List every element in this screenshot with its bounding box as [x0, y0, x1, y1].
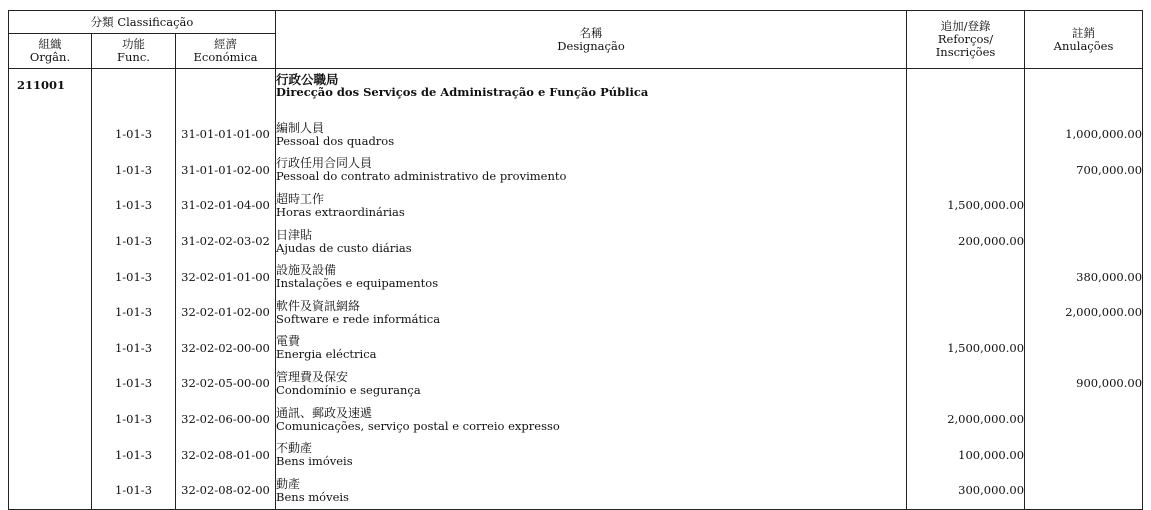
anulacoes-amount	[1025, 437, 1143, 473]
func-code: 1-01-3	[92, 473, 176, 509]
econ-code: 32-02-08-02-00	[176, 473, 276, 509]
anulacoes-header-pt: Anulações	[1053, 38, 1114, 53]
reforcos-amount	[907, 259, 1025, 295]
designation-pt: Condomínio e segurança	[276, 382, 421, 397]
table-row	[9, 117, 1143, 153]
designation-header	[276, 11, 907, 69]
designation-pt: Bens móveis	[276, 489, 349, 504]
designation-cell	[276, 402, 907, 438]
table-row	[9, 259, 1143, 295]
reforcos-amount: 300,000.00	[907, 473, 1025, 509]
econ-code: 32-02-06-00-00	[176, 402, 276, 438]
designation-zh: 軟件及資訊網絡	[276, 298, 361, 313]
department-econ-cell	[176, 69, 276, 118]
organ-cell	[9, 259, 92, 295]
econ-header	[176, 34, 276, 69]
organ-cell	[9, 437, 92, 473]
designation-header-pt: Designação	[557, 38, 625, 53]
department-func-cell	[92, 69, 176, 118]
table-row	[9, 473, 1143, 509]
table-row	[9, 437, 1143, 473]
designation-header-zh: 名稱	[579, 25, 603, 40]
anulacoes-amount: 700,000.00	[1025, 153, 1143, 189]
designation-zh: 動產	[276, 476, 301, 491]
func-header-pt: Func.	[117, 50, 150, 64]
reforcos-amount: 1,500,000.00	[907, 188, 1025, 224]
designation-pt: Bens imóveis	[276, 454, 353, 469]
budget-page	[8, 10, 1142, 510]
table-row	[9, 153, 1143, 189]
designation-pt: Ajudas de custo diárias	[276, 240, 412, 255]
econ-code: 32-02-02-00-00	[176, 331, 276, 367]
reforcos-amount: 2,000,000.00	[907, 402, 1025, 438]
func-code: 1-01-3	[92, 117, 176, 153]
designation-pt: Pessoal dos quadros	[276, 133, 395, 148]
designation-zh: 編制人員	[276, 120, 325, 135]
table-row	[9, 331, 1143, 367]
organ-header-pt: Orgân.	[29, 50, 71, 64]
designation-cell	[276, 295, 907, 331]
designation-zh: 日津貼	[276, 227, 313, 242]
organ-cell	[9, 402, 92, 438]
designation-cell	[276, 224, 907, 260]
econ-code: 32-02-08-01-00	[176, 437, 276, 473]
classification-header: 分類 Classificação	[9, 11, 276, 34]
designation-pt: Energia eléctrica	[276, 347, 377, 362]
anulacoes-amount: 380,000.00	[1025, 259, 1143, 295]
reforcos-amount	[907, 117, 1025, 153]
designation-cell	[276, 153, 907, 189]
table-row	[9, 295, 1143, 331]
table-body	[9, 69, 1143, 510]
func-header-zh: 功能	[122, 37, 145, 51]
designation-pt: Software e rede informática	[276, 311, 441, 326]
table-row	[9, 188, 1143, 224]
reforcos-header-pt: Reforços/ Inscrições	[935, 32, 996, 59]
department-anulacoes-cell	[1025, 69, 1143, 118]
organ-code: 211001	[9, 69, 92, 118]
econ-header-pt: Económica	[193, 50, 258, 64]
reforcos-amount	[907, 153, 1025, 189]
table-row	[9, 366, 1143, 402]
econ-code: 32-02-05-00-00	[176, 366, 276, 402]
econ-code: 32-02-01-02-00	[176, 295, 276, 331]
designation-cell	[276, 117, 907, 153]
reforcos-amount: 1,500,000.00	[907, 331, 1025, 367]
organ-cell	[9, 473, 92, 509]
department-reforcos-cell	[907, 69, 1025, 118]
department-row	[9, 69, 1143, 118]
func-code: 1-01-3	[92, 437, 176, 473]
econ-code: 31-01-01-02-00	[176, 153, 276, 189]
anulacoes-header-zh: 註銷	[1072, 25, 1096, 40]
designation-zh: 超時工作	[276, 191, 325, 206]
table-row	[9, 402, 1143, 438]
designation-cell	[276, 259, 907, 295]
designation-zh: 設施及設備	[276, 263, 337, 278]
func-code: 1-01-3	[92, 188, 176, 224]
reforcos-amount: 200,000.00	[907, 224, 1025, 260]
anulacoes-amount	[1025, 224, 1143, 260]
budget-table	[8, 10, 1143, 510]
organ-cell	[9, 117, 92, 153]
designation-zh: 行政任用合同人員	[276, 156, 373, 171]
designation-pt: Pessoal do contrato administrativo de provimento	[276, 169, 567, 184]
organ-cell	[9, 331, 92, 367]
designation-pt: Instalações e equipamentos	[276, 276, 439, 291]
func-code: 1-01-3	[92, 295, 176, 331]
func-code: 1-01-3	[92, 224, 176, 260]
anulacoes-amount: 900,000.00	[1025, 366, 1143, 402]
func-code: 1-01-3	[92, 331, 176, 367]
econ-code: 31-02-02-03-02	[176, 224, 276, 260]
organ-cell	[9, 153, 92, 189]
designation-zh: 不動產	[276, 441, 313, 456]
anulacoes-amount	[1025, 188, 1143, 224]
department-name-zh: 行政公職局	[276, 72, 339, 87]
designation-cell	[276, 331, 907, 367]
designation-zh: 管理費及保安	[276, 369, 349, 384]
department-name	[276, 69, 907, 118]
reforcos-amount	[907, 366, 1025, 402]
organ-cell	[9, 295, 92, 331]
organ-header-zh: 組織	[38, 37, 62, 51]
anulacoes-amount: 1,000,000.00	[1025, 117, 1143, 153]
reforcos-amount	[907, 295, 1025, 331]
designation-zh: 電費	[276, 334, 301, 349]
designation-cell	[276, 437, 907, 473]
func-code: 1-01-3	[92, 402, 176, 438]
func-code: 1-01-3	[92, 259, 176, 295]
organ-cell	[9, 366, 92, 402]
econ-code: 31-01-01-01-00	[176, 117, 276, 153]
anulacoes-amount: 2,000,000.00	[1025, 295, 1143, 331]
reforcos-amount: 100,000.00	[907, 437, 1025, 473]
anulacoes-amount	[1025, 473, 1143, 509]
designation-pt: Comunicações, serviço postal e correio expresso	[276, 418, 560, 433]
designation-cell	[276, 473, 907, 509]
organ-cell	[9, 224, 92, 260]
designation-zh: 通訊、郵政及速遞	[276, 405, 373, 420]
func-code: 1-01-3	[92, 366, 176, 402]
designation-cell	[276, 188, 907, 224]
func-header	[92, 34, 176, 69]
func-code: 1-01-3	[92, 153, 176, 189]
reforcos-header	[907, 11, 1025, 69]
table-header	[9, 11, 1143, 69]
anulacoes-header	[1025, 11, 1143, 69]
designation-pt: Horas extraordinárias	[276, 204, 405, 219]
organ-header	[9, 34, 92, 69]
designation-cell	[276, 366, 907, 402]
table-row	[9, 224, 1143, 260]
anulacoes-amount	[1025, 402, 1143, 438]
econ-header-zh: 經濟	[214, 37, 238, 51]
econ-code: 32-02-01-01-00	[176, 259, 276, 295]
reforcos-header-zh: 追加/登錄	[940, 19, 991, 33]
econ-code: 31-02-01-04-00	[176, 188, 276, 224]
department-name-pt: Direcção dos Serviços de Administração e Função Pública	[276, 85, 649, 99]
anulacoes-amount	[1025, 331, 1143, 367]
organ-cell	[9, 188, 92, 224]
